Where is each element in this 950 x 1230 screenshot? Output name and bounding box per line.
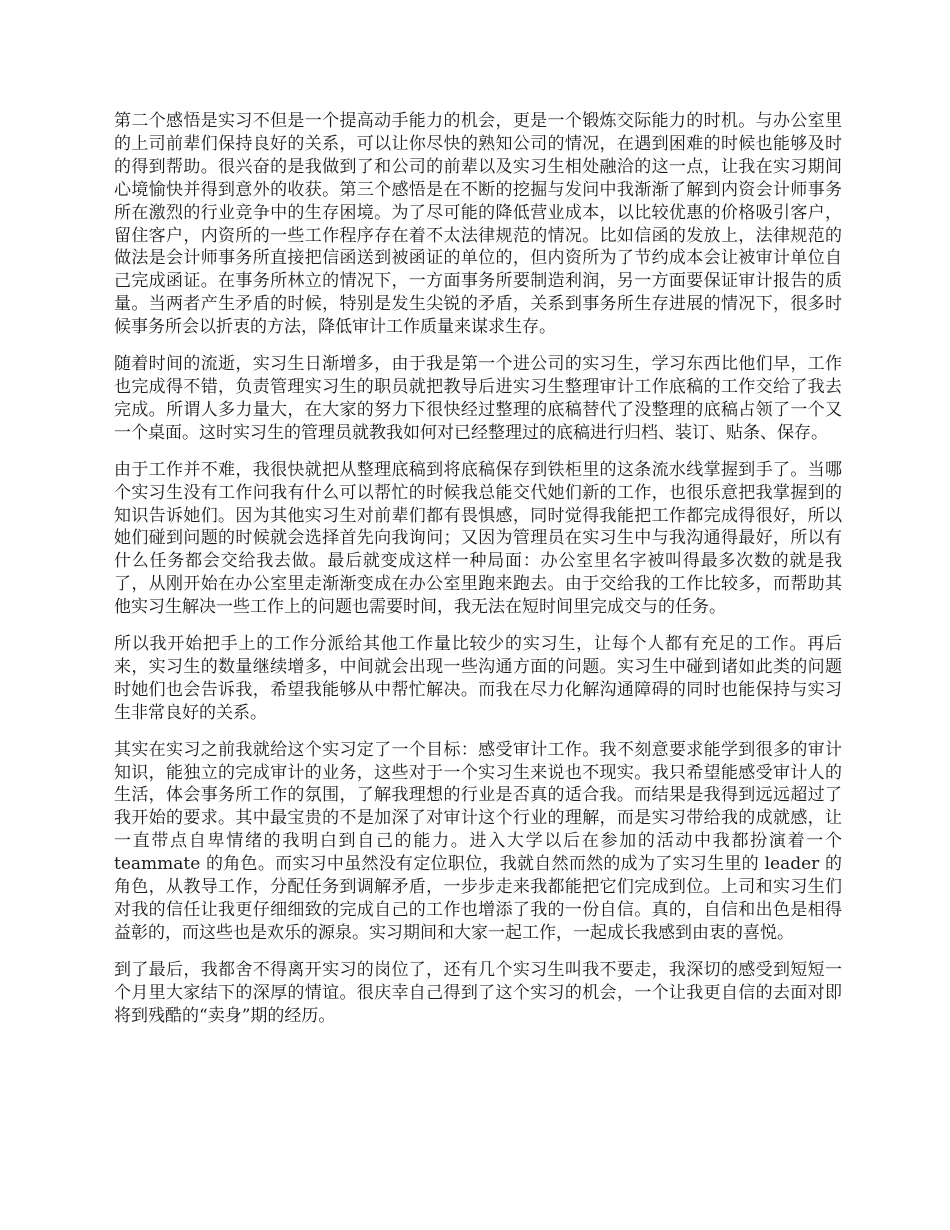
document-body bbox=[114, 110, 842, 1042]
paragraph-1: 第二个感悟是实习不但是一个提高动手能力的机会，更是一个锻炼交际能力的时机。与办公室里的上司前辈们保持良好的关系，可以让你尽快的熟知公司的情况，在遇到困难的时候也能够及时的得到帮助。很兴奋的是我做到了和公司的前辈以及实习生相处融洽的这一点，让我在实习期间心境愉快并得到意外的收获。第三个感悟是在不断的挖掘与发问中我渐渐了解到内资会计师事务所在激烈的行业竞争中的生存困境。为了尽可能的降低营业成本，以比较优惠的价格吸引客户，留住客户，内资所的一些工作程序存在着不太法律规范的情况。比如信函的发放上，法律规范的做法是会计师事务所直接把信函送到被函证的单位的，但内资所为了节约成本会让被审计单位自己完成函证。在事务所林立的情况下，一方面事务所要制造利润，另一方面要保证审计报告的质量。当两者产生矛盾的时候，特别是发生尖锐的矛盾，关系到事务所生存进展的情况下，很多时候事务所会以折衷的方法，降低审计工作质量来谋求生存。 bbox=[114, 111, 842, 338]
paragraph-3: 由于工作并不难，我很快就把从整理底稿到将底稿保存到铁柜里的这条流水线掌握到手了。当哪个实习生没有工作问我有什么可以帮忙的时候我总能交代她们新的工作，也很乐意把我掌握到的知识告诉她们。因为其他实习生对前辈们都有畏惧感，同时觉得我能把工作都完成得很好，所以她们碰到问题的时候就会选择首先向我询问；又因为管理员在实习生中与我沟通得最好，所以有什么任务都会交给我去做。最后就变成这样一种局面：办公室里名字被叫得最多次数的就是我了，从刚开始在办公室里走渐渐变成在办公室里跑来跑去。由于交给我的工作比较多，而帮助其他实习生解决一些工作上的问题也需要时间，我无法在短时间里完成交与的任务。 bbox=[114, 459, 842, 618]
paragraph-6: 到了最后，我都舍不得离开实习的岗位了，还有几个实习生叫我不要走，我深切的感受到短短一个月里大家结下的深厚的情谊。很庆幸自己得到了这个实习的机会，一个让我更自信的去面对即将到残酷的“卖身”期的经历。 bbox=[114, 959, 842, 1026]
paragraph-5: 其实在实习之前我就给这个实习定了一个目标：感受审计工作。我不刻意要求能学到很多的审计知识，能独立的完成审计的业务，这些对于一个实习生来说也不现实。我只希望能感受审计人的生活，体会事务所工作的氛围，了解我理想的行业是否真的适合我。而结果是我得到远远超过了我开始的要求。其中最宝贵的不是加深了对审计这个行业的理解，而是实习带给我的成就感，让一直带点自卑情绪的我明白到自己的能力。进入大学以后在参加的活动中我都扮演着一个 teammate 的角色。而实习中虽然没有定位职位，我就自然而然的成为了实习生里的 leader 的角色，从教导工作，分配任务到调解矛盾，一步步走来我都能把它们完成到位。上司和实习生们对我的信任让我更仔细细致的完成自己的工作也增添了我的一份自信。真的，自信和出色是相得益彰的，而这些也是欢乐的源泉。实习期间和大家一起工作，一起成长我感到由衷的喜悦。 bbox=[114, 739, 842, 943]
paragraph-2: 随着时间的流逝，实习生日渐增多，由于我是第一个进公司的实习生，学习东西比他们早，工作也完成得不错，负责管理实习生的职员就把教导后进实习生整理审计工作底稿的工作交给了我去完成。所谓人多力量大，在大家的努力下很快经过整理的底稿替代了没整理的底稿占领了一个又一个桌面。这时实习生的管理员就教我如何对已经整理过的底稿进行归档、装订、贴条、保存。 bbox=[114, 354, 842, 443]
paragraph-4: 所以我开始把手上的工作分派给其他工作量比较少的实习生，让每个人都有充足的工作。再后来，实习生的数量继续增多，中间就会出现一些沟通方面的问题。实习生中碰到诸如此类的问题时她们也会告诉我，希望我能够从中帮忙解决。而我在尽力化解沟通障碍的同时也能保持与实习生非常良好的关系。 bbox=[114, 634, 842, 723]
